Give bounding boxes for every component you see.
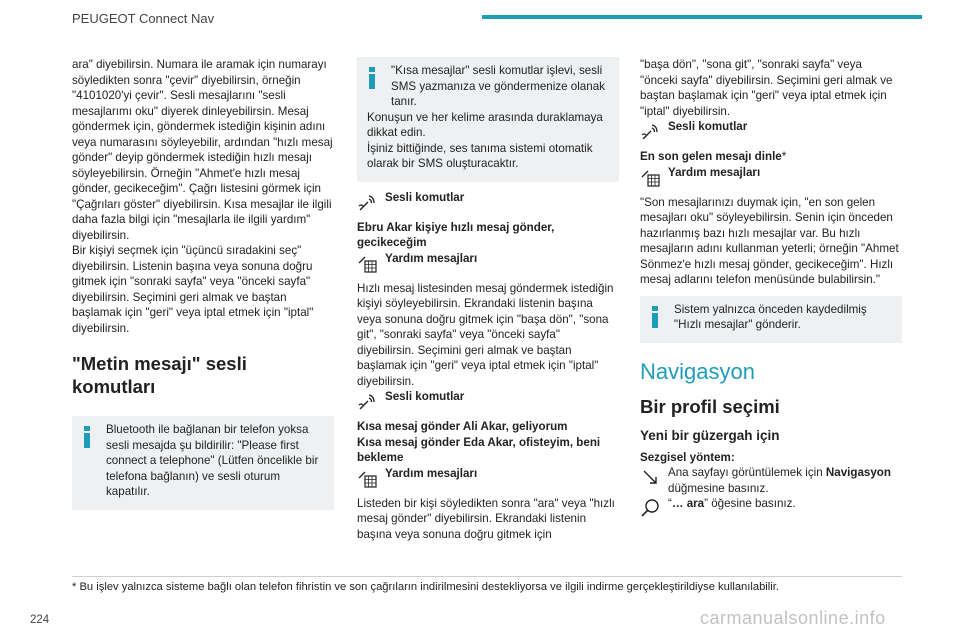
footnote: * Bu işlev yalnızca sisteme bağlı olan telefon fihristin ve son çağrıların indirilmesini destekliyorsa ve ilgili indirme gerçekleştirildiyse kullanılabilir. [72,581,779,593]
voice-command-text: Kısa mesaj gönder Eda Akar, ofisteyim, beni bekleme [357,435,601,464]
info-icon [84,426,90,448]
info-note [640,296,902,343]
voice-command-line [640,149,902,165]
footnote-divider [72,576,902,577]
note-text: "Kısa mesajlar" sesli komutlar işlevi, sesli SMS yazmanıza ve göndermenize olanak tanır. [391,64,605,108]
body-paragraph: "Son mesajlarınızı duymak için, "en son gelen mesajları oku" söyleyebilirsin. Senin için önceden hazırlanmış bazı hızlı mesajlar var. Bu hızlı mesajların adını kullanman yeterli; örneğin "Ahmet Sönmez'e hızlı mesaj gönder, gecikeceğim". Hızlı mesaj adlarını telefon menüsünde bulabilirsin." [640,195,899,286]
help-messages-label-row [357,251,619,273]
step-text: Ana sayfayı görüntülemek için Navigasyon düğmesine basınız. [668,466,891,495]
footnote-marker: * [781,150,787,163]
chapter-heading: Navigasyon [640,358,755,384]
voice-command-text: Kısa mesaj gönder Ali Akar, geliyorum [357,420,568,433]
voice-commands-label-row [357,190,619,212]
voice-commands-label: Sesli komutlar [385,190,465,204]
section-heading: Bir profil seçimi [640,395,780,417]
column-3 [640,57,902,518]
note-text: Konuşun ve her kelime arasında duraklamaya dikkat edin. [367,110,603,139]
voice-commands-label-row [357,389,619,411]
voice-command-text: gecikeceğim [357,236,427,249]
help-messages-icon [357,468,377,488]
column-1 [72,57,334,510]
search-icon [640,498,660,518]
note-text: Bluetooth ile bağlanan bir telefon yoksa sesli mesajda şu bildirilir: "Please first connect a telephone" (Lütfen öncelikle bir telefona bağlanın) ve sesli oturum kapatılır. [106,423,319,498]
info-note [72,416,334,510]
running-header-title: PEUGEOT Connect Nav [72,11,215,26]
body-paragraph: Bir kişiyi seçmek için "üçüncü sıradakini seç" diyebilirsin. Listenin başına veya sonuna doğru gitmek için "sonraki sayfa" veya "önceki sayfa" diyebilirsin. Seçimini geri almak ve baştan başlamak için "geri" veya iptal etmek için "iptal" diyebilirsin. [72,244,314,335]
voice-command-text: Ebru Akar kişiye hızlı mesaj gönder, [357,220,555,234]
body-paragraph: ara" diyebilirsin. Numara ile aramak için numarayı söyledikten sonra "çevir" diyebilirsin, örneğin "4101020'yi çevir". Sesli mesajlarını "sesli mesajlarımı oku" diyerek dinleyebilirsin. Mesaj göndermek için, göndermek istediğin kişinin adını veya numarasını söyleyebilir, ardından "hızlı mesaj gönder" deyip göndermek istediğin hızlı mesajı söyleyebilirsin. Örneğin "Ahmet'e hızlı mesaj gönder, gecikeceğim". Çağrı listesini görmek için "Çağrıları göster" diyebilirsin. Kısa mesajlar ile ilgili daha fazla bilgi için "mesajlarla ile ilgili yardım" diyebilirsin. [72,58,333,242]
header-accent-bar [482,15,922,19]
note-text: İşiniz bittiğinde, ses tanıma sistemi otomatik olarak bir SMS oluşturacaktır. [367,141,593,170]
help-messages-label-row [640,165,902,187]
voice-command-icon [357,192,377,212]
voice-commands-label: Sesli komutlar [668,120,748,133]
section-heading: "Metin mesajı" sesli komutları [72,353,247,397]
info-icon [652,306,658,328]
help-messages-label: Yardım mesajları [385,251,478,265]
help-messages-label: Yardım mesajları [668,165,761,179]
navigation-arrow-icon [640,467,660,487]
help-messages-icon [357,253,377,273]
column-2 [357,57,619,542]
body-paragraph: Listeden bir kişi söyledikten sonra "ara" veya "hızlı mesaj gönder" diyebilirsin. Ekrandaki listenin başına veya sonuna doğru gitmek için [357,496,615,541]
page-number: 224 [30,614,50,626]
help-messages-label: Yardım mesajları [385,466,478,480]
help-messages-icon [640,167,660,187]
voice-command-icon [640,121,660,141]
watermark: carmanualsonline.info [700,608,886,628]
help-messages-label-row [357,466,619,488]
voice-command-icon [357,391,377,411]
subsection-heading: Yeni bir güzergah için [640,428,780,443]
voice-commands-label: Sesli komutlar [385,390,465,403]
info-note [357,57,619,182]
body-paragraph: "başa dön", "sona git", "sonraki sayfa" veya "önceki sayfa" diyebilirsin. Seçimini geri almak ve baştan başlamak için "geri" veya iptal etmek için "iptal" diyebilirsin. [640,58,893,118]
body-paragraph: Hızlı mesaj listesinden mesaj göndermek istediğin kişiyi söyleyebilirsin. Ekrandaki listenin başına veya sonuna doğru gitmek için "başa dön", "sona git", "sonraki sayfa" veya "önceki sayfa" diyebilirsin. Seçimini geri almak ve baştan başlamak için "geri" veya iptal etmek için "iptal" diyebilirsin. [357,281,614,388]
method-label: Sezgisel yöntem: [640,450,735,464]
voice-commands-label-row [640,119,902,141]
info-icon [369,67,375,89]
step-text: “… ara” öğesine basınız. [668,497,796,510]
note-text: Sistem yalnızca önceden kaydedilmiş "Hızlı mesajlar" gönderir. [674,302,867,331]
step-row [640,496,902,518]
step-row [640,465,902,496]
voice-command-text: En son gelen mesajı dinle [640,150,782,163]
